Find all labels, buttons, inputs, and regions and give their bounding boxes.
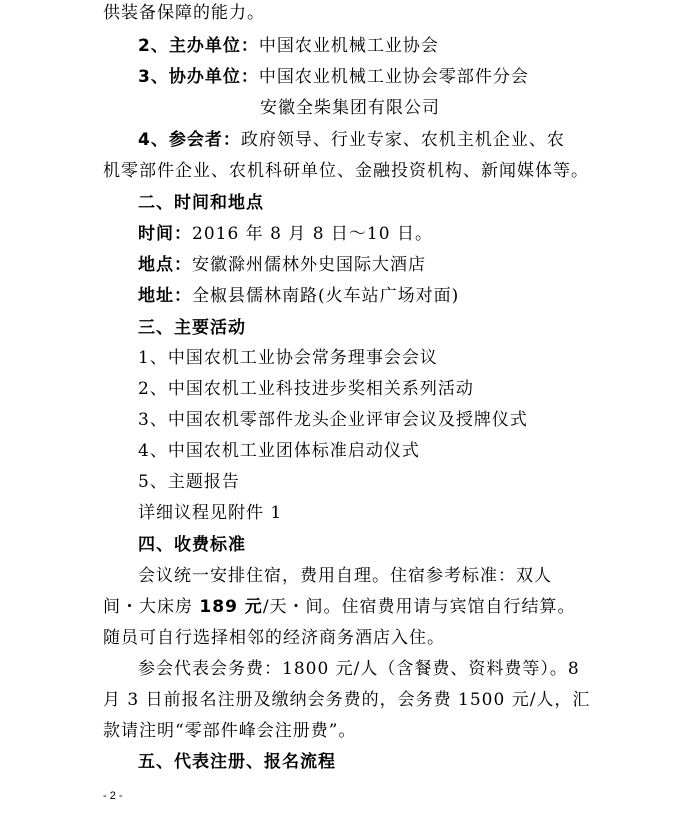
organizer-label: 2、主办单位： bbox=[138, 36, 259, 56]
section-heading: 四、收费标准 bbox=[138, 535, 246, 555]
time-line bbox=[138, 223, 433, 245]
text-fragment: 间・大床房 bbox=[103, 597, 200, 617]
venue-line bbox=[138, 254, 426, 276]
list-item: 1、中国农机工业协会常务理事会会议 bbox=[138, 348, 438, 368]
address-value: 全椒县儒林南路(火车站广场对面) bbox=[192, 286, 460, 306]
address-line bbox=[138, 285, 459, 307]
list-item: 4、中国农机工业团体标准启动仪式 bbox=[138, 441, 420, 461]
time-value: 2016 年 8 月 8 日～10 日。 bbox=[192, 224, 433, 244]
participants-label: 4、参会者： bbox=[138, 130, 241, 150]
price-value: 189 元 bbox=[199, 597, 263, 617]
page-number: - 2 - bbox=[103, 790, 123, 802]
text-line: 月 3 日前报名注册及缴纳会务费的，会务费 1500 元/人，汇 bbox=[103, 690, 591, 710]
section-heading: 二、时间和地点 bbox=[138, 193, 264, 213]
list-item: 5、主题报告 bbox=[138, 472, 240, 492]
participants-line bbox=[138, 129, 565, 151]
list-item: 2、中国农机工业科技进步奖相关系列活动 bbox=[138, 379, 474, 399]
co-organizer-line bbox=[138, 66, 529, 88]
co-organizer-label: 3、协办单位： bbox=[138, 67, 259, 87]
text-line: 随员可自行选择相邻的经济商务酒店入住。 bbox=[103, 628, 445, 648]
section-heading: 三、主要活动 bbox=[138, 318, 246, 338]
venue-value: 安徽滁州儒林外史国际大酒店 bbox=[192, 255, 426, 275]
text-line: 会议统一安排住宿，费用自理。住宿参考标准：双人 bbox=[138, 566, 552, 586]
co-organizer-value: 中国农业机械工业协会零部件分会 bbox=[258, 67, 529, 87]
co-organizer-value-2: 安徽全柴集团有限公司 bbox=[260, 98, 440, 118]
participants-value: 政府领导、行业专家、农机主机企业、农 bbox=[240, 130, 565, 150]
list-item: 3、中国农机零部件龙头企业评审会议及授牌仪式 bbox=[138, 410, 528, 430]
address-label: 地址： bbox=[138, 286, 192, 306]
text-line: 详细议程见附件 1 bbox=[138, 503, 283, 523]
text-fragment: /天・间。住宿费用请与宾馆自行结算。 bbox=[262, 597, 576, 617]
text-line: 机零部件企业、农机科研单位、金融投资机构、新闻媒体等。 bbox=[103, 161, 589, 181]
organizer-line bbox=[138, 35, 439, 57]
text-line: 参会代表会务费：1800 元/人（含餐费、资料费等）。8 bbox=[138, 659, 580, 679]
section-heading: 五、代表注册、报名流程 bbox=[138, 752, 336, 772]
venue-label: 地点： bbox=[138, 255, 192, 275]
text-line: 款请注明“零部件峰会注册费”。 bbox=[103, 721, 357, 741]
text-line bbox=[103, 596, 576, 618]
organizer-value: 中国农业机械工业协会 bbox=[258, 36, 439, 56]
time-label: 时间： bbox=[138, 224, 192, 244]
text-line: 供装备保障的能力。 bbox=[103, 3, 265, 23]
